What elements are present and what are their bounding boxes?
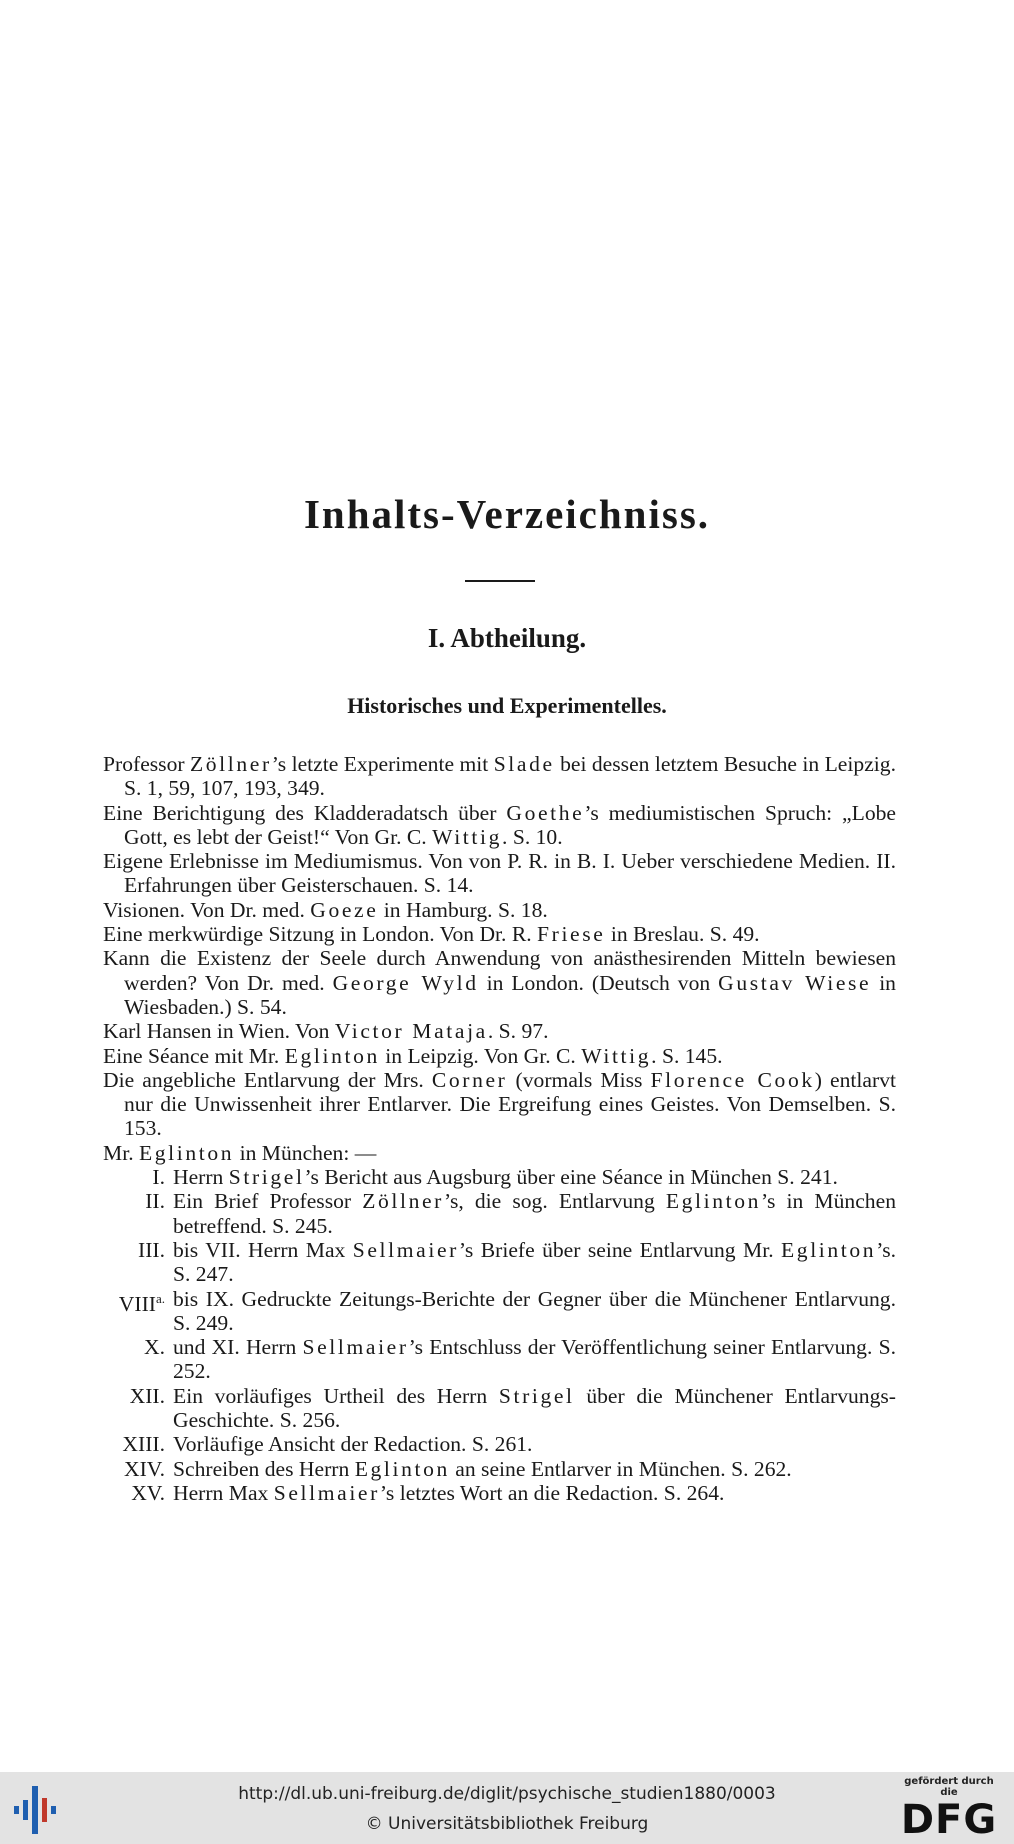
- entry-text: bis VII. Herrn Max: [173, 1237, 353, 1262]
- toc-subentry: [103, 1335, 896, 1384]
- copyright-notice: © Universitätsbibliothek Freiburg: [365, 1814, 649, 1834]
- toc-subentry: [103, 1457, 896, 1481]
- entry-text: Eine Berichtigung des Kladderadatsch über: [103, 800, 507, 825]
- subentry-text: [173, 1287, 896, 1336]
- spaced-name: Friese: [537, 922, 606, 947]
- subentry-number: [103, 1432, 173, 1456]
- spaced-name: Eglinton: [354, 1456, 450, 1481]
- spaced-name: Victor Mataja: [334, 1019, 488, 1044]
- entry-text: über die Münchener Entlarvungs-Geschichte. S. 256.: [173, 1383, 896, 1433]
- entry-text: Herrn Max: [173, 1480, 274, 1505]
- spaced-name: Wittig: [432, 824, 503, 849]
- toc-subentry: [103, 1189, 896, 1238]
- entry-text: Vorläufige Ansicht der Redaction. S. 261.: [173, 1432, 533, 1457]
- subentry-numeral: VIII: [118, 1291, 156, 1316]
- spaced-name: Sellmaier: [273, 1480, 380, 1505]
- spaced-name: Slade: [493, 752, 555, 776]
- subentry-text: [173, 1481, 896, 1505]
- section-heading: I. Abtheilung.: [427, 623, 587, 653]
- toc-subentry: [103, 1384, 896, 1433]
- entry-text: . S. 97.: [487, 1019, 549, 1044]
- spaced-name: Strigel: [498, 1383, 575, 1408]
- viewer-footer: [0, 1772, 1014, 1844]
- subentry-numeral: XIII.: [122, 1432, 165, 1457]
- spaced-name: Wittig: [581, 1043, 652, 1068]
- entry-text: Mr.: [103, 1140, 139, 1165]
- subentry-number: [103, 1481, 173, 1505]
- spaced-name: Sellmaier: [352, 1237, 459, 1262]
- toc-entry: [103, 849, 896, 898]
- entry-text: Eigene Erlebnisse im Mediumismus. Von von P. R. in B. I. Ueber verschiedene Medien. II. Erfahrungen über Geisterschauen. S. 14.: [103, 849, 896, 898]
- entry-text: bei dessen letztem Besuche in Leipzig. S. 1, 59, 107, 193, 349.: [124, 752, 896, 801]
- subentry-numeral: XV.: [131, 1480, 165, 1505]
- subentry-text: [173, 1384, 896, 1433]
- entry-text: . S. 10.: [502, 824, 563, 849]
- spaced-name: Strigel: [228, 1165, 305, 1190]
- entry-text: Eine Séance mit Mr.: [103, 1043, 285, 1068]
- entry-text: ’s letzte Experimente mit: [271, 752, 494, 776]
- entry-text: ’s Bericht aus Augsburg über eine Séance in München S. 241.: [304, 1165, 838, 1190]
- entry-text: Ein vorläufiges Urtheil des Herrn: [173, 1383, 499, 1408]
- entry-text: ’s Briefe über seine Entlarvung Mr.: [458, 1237, 782, 1262]
- entry-text: Professor: [103, 752, 190, 776]
- entry-text: Visionen. Von Dr. med.: [103, 897, 311, 922]
- spaced-name: Eglinton: [284, 1043, 380, 1068]
- subentry-number: [103, 1384, 173, 1433]
- toc-entry: [103, 1068, 896, 1141]
- spaced-name: Sellmaier: [302, 1335, 409, 1360]
- entry-text: ) entlarvt nur die Unwissenheit ihrer Entlarver. Die Ergreifung eines Geistes. Von Demselben. S. 153.: [124, 1067, 896, 1141]
- subentry-numeral: I.: [152, 1165, 165, 1190]
- entry-text: Ein Brief Professor: [173, 1189, 363, 1214]
- entry-text: in Wiesbaden.) S. 54.: [124, 970, 896, 1019]
- toc-entry: [103, 1141, 896, 1165]
- toc-subentry: [103, 1165, 896, 1189]
- subentry-superscript: a.: [155, 1290, 165, 1306]
- entry-text: ’s. S. 247.: [173, 1237, 897, 1287]
- toc-entry: [103, 801, 896, 850]
- entry-text: in München: —: [234, 1140, 377, 1165]
- spaced-name: Gustav Wiese: [718, 970, 872, 995]
- spaced-name: Zöllner: [362, 1189, 444, 1214]
- entry-text: in Leipzig. Von Gr. C.: [379, 1043, 582, 1068]
- subentry-number: [103, 1335, 173, 1384]
- subentry-numeral: II.: [145, 1189, 165, 1214]
- title-rule: [465, 580, 535, 582]
- spaced-name: Eglinton: [139, 1140, 235, 1165]
- toc-subentry: [103, 1432, 896, 1456]
- dfg-wordmark: DFG: [900, 1797, 998, 1843]
- spaced-name: Goethe: [506, 800, 585, 825]
- entry-text: ’s, die sog. Entlarvung: [443, 1189, 666, 1214]
- dfg-tagline: gefördert durch die: [904, 1776, 994, 1798]
- subentry-number: [103, 1189, 173, 1238]
- entry-text: in Breslau. S. 49.: [605, 922, 760, 947]
- entry-text: in London. (Deutsch von: [478, 970, 719, 995]
- spaced-name: George Wyld: [332, 970, 479, 995]
- subentry-numeral: XIV.: [124, 1456, 165, 1481]
- subentry-numeral: X.: [144, 1335, 165, 1360]
- subentry-text: [173, 1457, 896, 1481]
- toc-entry: [103, 946, 896, 1019]
- entry-text: ’s mediumistischen Spruch: „Lobe Gott, es lebt der Geist!“ Von Gr. C.: [124, 800, 896, 849]
- entry-text: Schreiben des Herrn: [173, 1456, 355, 1481]
- subentry-text: [173, 1335, 896, 1384]
- spaced-name: Eglinton: [665, 1189, 762, 1214]
- subentry-number: [103, 1238, 173, 1287]
- spaced-name: Eglinton: [781, 1237, 877, 1262]
- toc-entry: [103, 922, 896, 946]
- subentry-numeral: XII.: [129, 1383, 165, 1408]
- entry-text: und XI. Herrn: [173, 1335, 303, 1360]
- entry-text: ’s Entschluss der Veröffentlichung seiner Entlarvung. S. 252.: [173, 1335, 896, 1384]
- entry-text: ’s in München betreffend. S. 245.: [173, 1189, 896, 1238]
- toc-subentry: [103, 1481, 896, 1505]
- entry-text: Eine merkwürdige Sitzung in London. Von Dr. R.: [103, 922, 538, 947]
- entry-text: Herrn: [173, 1165, 229, 1190]
- toc-entry: [103, 898, 896, 922]
- subentry-number: [103, 1287, 173, 1336]
- entry-text: . S. 145.: [651, 1043, 723, 1068]
- entry-text: an seine Entlarver in München. S. 262.: [449, 1456, 792, 1481]
- subentry-text: [173, 1165, 896, 1189]
- table-of-contents: [103, 752, 896, 1505]
- subentry-text: [173, 1189, 896, 1238]
- entry-text: Kann die Existenz der Seele durch Anwendung von anästhesirenden Mitteln bewiesen werden? Von Dr. med.: [103, 946, 896, 995]
- document-url[interactable]: http://dl.ub.uni-freiburg.de/diglit/psychische_studien1880/0003: [238, 1784, 776, 1804]
- toc-subentry: [103, 1287, 896, 1336]
- subentry-numeral: III.: [138, 1237, 165, 1262]
- entry-text: Die angebliche Entlarvung der Mrs.: [103, 1067, 432, 1092]
- entry-text: bis IX. Gedruckte Zeitungs-Berichte der Gegner über die Münchener Entlarvung. S. 249.: [173, 1286, 896, 1335]
- page-title: Inhalts-Verzeichniss.: [303, 491, 711, 537]
- entry-text: (vormals Miss: [507, 1067, 651, 1092]
- toc-entry: [103, 1044, 896, 1068]
- toc-entry: [103, 752, 896, 801]
- spaced-name: Florence Cook: [650, 1067, 815, 1092]
- subsection-heading: Historisches und Experimentelles.: [347, 693, 667, 718]
- spaced-name: Corner: [431, 1067, 508, 1092]
- toc-subentry: [103, 1238, 896, 1287]
- subentry-number: [103, 1457, 173, 1481]
- dfg-logo: [894, 1776, 1004, 1843]
- spaced-name: Zöllner: [189, 752, 272, 776]
- entry-text: Karl Hansen in Wien. Von: [103, 1019, 335, 1044]
- subentry-text: [173, 1432, 896, 1456]
- toc-entry: [103, 1019, 896, 1043]
- entry-text: in Hamburg. S. 18.: [378, 897, 548, 922]
- subentry-number: [103, 1165, 173, 1189]
- spaced-name: Goeze: [310, 897, 379, 922]
- subentry-text: [173, 1238, 896, 1287]
- entry-text: ’s letztes Wort an die Redaction. S. 264.: [379, 1480, 725, 1505]
